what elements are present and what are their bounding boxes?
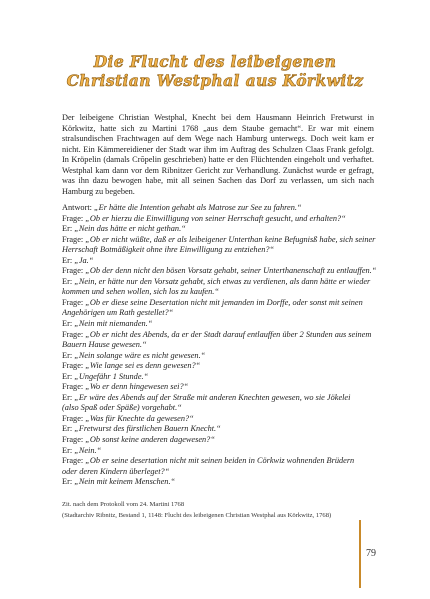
- speaker-label: Frage:: [62, 234, 86, 244]
- dialogue-text: „Ob er diese seine Desertation nicht mit jemanden im Dorffe, oder sonst mit seinen: [85, 297, 363, 307]
- speaker-label: Er:: [62, 477, 75, 487]
- page-number: 79: [366, 548, 376, 559]
- speaker-label: Er:: [62, 276, 75, 286]
- dialogue-text: „Nein mit niemanden.“: [74, 319, 153, 329]
- speaker-label: Frage:: [62, 266, 86, 276]
- dialogue-line: [62, 424, 382, 435]
- dialogue-text: „Nein mit keinem Menschen.“: [74, 477, 176, 487]
- speaker-label: Er:: [62, 392, 75, 402]
- dialogue-text: Angehörigen um Rath gestellet?“: [62, 308, 174, 318]
- dialogue-line: [62, 287, 382, 298]
- dialogue-line: [62, 372, 382, 383]
- dialogue-line: [62, 298, 382, 309]
- dialogue-line: [62, 214, 382, 225]
- dialogue-text: „Was für Knechte da gewesen?“: [85, 413, 194, 423]
- dialogue-text: „Ob er nicht des Abends, da er der Stadt darauf entlauffen über 2 Stunden aus seinem: [85, 329, 372, 339]
- dialogue-line: [62, 446, 382, 457]
- dialogue-line: [62, 382, 382, 393]
- dialogue-line: [62, 245, 382, 256]
- dialogue-text: Herrschaft Botmäßigkeit ohne ihre Einwilligung zu entziehen?“: [62, 245, 275, 255]
- speaker-label: Frage:: [62, 297, 86, 307]
- dialogue-line: [62, 467, 382, 478]
- dialogue-text: „Wo er denn hingewesen sei?“: [85, 382, 189, 392]
- speaker-label: Frage:: [62, 329, 86, 339]
- dialogue-text: „Nein solange wäre es nicht gewesen.“: [74, 350, 206, 360]
- dialogue-line: [62, 235, 382, 246]
- dialogue-line: [62, 456, 382, 467]
- dialogue-text: „Wie lange sei es denn gewesen?“: [85, 361, 201, 371]
- dialogue-text: oder deren Kindern überleget?“: [62, 466, 170, 476]
- dialogue-text: „Ob er nicht wüßte, daß er als leibeigener Unterthan keine Befugnisß habe, sich seiner: [85, 234, 376, 244]
- dialogue-text: „Nein.“: [74, 445, 102, 455]
- dialogue-text: „Ob der denn nicht den bösen Vorsatz gehabt, seiner Unterthanenschaft zu entlauffen.“: [85, 266, 377, 276]
- intro-paragraph: Der leibeigene Christian Westphal, Knecht bei dem Hausmann Heinrich Fretwurst in Körkwitz, hatte sich zu Martini 1768 „aus dem Staube gemacht“. Er war mit einem stralsundischen Frachtwagen auf dem Wege nach Hamburg unterwegs. Doch weit kam er nicht. Ein Kämmereidiener der Stadt war ihm im Auftrag des Schulzen Claas Frank gefolgt. In Kröpelin (damals Crōpelin geschrieben) hatte er den Flüchtenden eingeholt und verhaftet. Westphal kam dann vor dem Ribnitzer Gericht zur Verhandlung. Zunächst wurde er gefragt, was ihn dazu bewogen habe, mit all seinen Sachen das Dorf zu verlassen, um sich nach Hamburg zu begeben.: [62, 113, 374, 196]
- dialogue-text: „Ob sonst keine anderen dagewesen?“: [85, 435, 215, 445]
- dialogue-line: [62, 477, 382, 488]
- speaker-label: Er:: [62, 371, 75, 381]
- speaker-label: Er:: [62, 445, 75, 455]
- dialogue-text: „Er wäre des Abends auf der Straße mit anderen Knechten gewesen, wo sie Jökelei: [74, 392, 351, 402]
- speaker-label: Frage:: [62, 456, 86, 466]
- speaker-label: Frage:: [62, 382, 86, 392]
- dialogue-text: „Ob er hierzu die Einwilligung von seiner Herrschaft gesucht, und erhalten?“: [85, 213, 346, 223]
- speaker-label: Er:: [62, 319, 75, 329]
- dialogue-text: „Ob er seine desertation nicht mit seinen beiden in Cörkwiz wohnenden Brüdern: [85, 456, 355, 466]
- speaker-label: Frage:: [62, 435, 86, 445]
- dialogue-text: kommen und sehen wollen, sich los zu kaufen.“: [62, 287, 219, 297]
- speaker-label: Frage:: [62, 413, 86, 423]
- page-title-line-2: Christian Westphal aus Körkwitz: [66, 71, 364, 90]
- source-note: (Stadtarchiv Ribnitz, Bestand 1, 1148: Flucht des leibeigenen Christian Westphal aus Körkwitz, 1768): [62, 512, 332, 519]
- dialogue-line: [62, 308, 382, 319]
- dialogue-text: „Er hätte die Intention gehabt als Matrose zur See zu fahren.“: [94, 203, 302, 212]
- dialogue-text: (also Spaß oder Späße) vorgehabt.“: [62, 403, 182, 413]
- dialogue-line: [62, 393, 382, 404]
- dialogue-line: [62, 266, 382, 277]
- citation-note: Zit. nach dem Protokoll vom 24. Martini 1768: [62, 501, 185, 508]
- speaker-label: Er:: [62, 350, 75, 360]
- dialogue-text: „Nein, er hätte nur den Vorsatz gehabt, sich etwas zu verdienen, als dann hätte er wieder: [74, 276, 371, 286]
- dialogue-text: „Nein das hätte er nicht gethan.“: [74, 224, 186, 234]
- dialogue-line: [62, 403, 382, 414]
- dialogue-line: [62, 414, 382, 425]
- dialogue-text: „Ja.“: [74, 255, 94, 265]
- speaker-label: Er:: [62, 224, 75, 234]
- dialogue-text: Bauern Hause gewesen.“: [62, 340, 147, 350]
- dialogue-line: [62, 319, 382, 330]
- speaker-label: Frage:: [62, 213, 86, 223]
- page-number-rule: [359, 520, 361, 588]
- page-title-line-1: Die Flucht des leibeigenen: [93, 52, 337, 71]
- dialogue-line: [62, 224, 382, 235]
- speaker-label: Er:: [62, 424, 75, 434]
- dialogue-text: „Ungefähr 1 Stunde.“: [74, 371, 149, 381]
- interrogation-dialogue: [62, 203, 382, 488]
- dialogue-line: [62, 256, 382, 267]
- dialogue-line: [62, 351, 382, 362]
- speaker-label: Frage:: [62, 361, 86, 371]
- dialogue-text: „Fretwurst des fürstlichen Bauern Knecht.“: [74, 424, 221, 434]
- speaker-label: Er:: [62, 255, 75, 265]
- speaker-label: Antwort:: [62, 203, 95, 212]
- dialogue-line: [62, 361, 382, 372]
- dialogue-line: [62, 340, 382, 351]
- dialogue-line: [62, 203, 382, 214]
- dialogue-line: [62, 330, 382, 341]
- dialogue-line: [62, 277, 382, 288]
- dialogue-line: [62, 435, 382, 446]
